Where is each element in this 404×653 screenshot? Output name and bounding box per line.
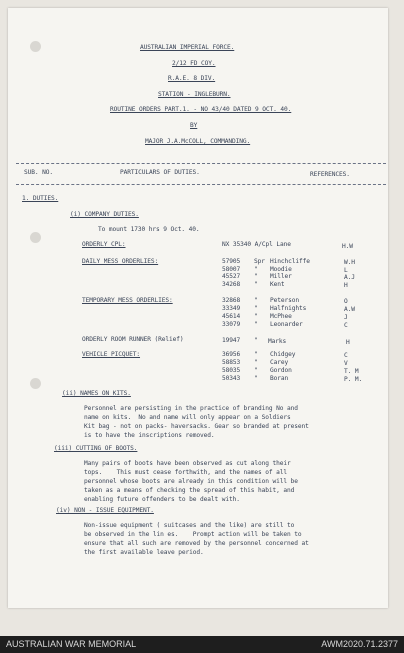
roster-number: 33079 [222,321,241,328]
roster-name: Leonarder [270,321,303,328]
station-title: STATION - INGLEBURN. [158,91,231,98]
company-duties-heading: (i) COMPANY DUTIES. [70,211,139,218]
roster-rank: " [254,367,258,374]
paragraph-line: Non-issue equipment ( suitcases and the like) are still to [84,522,295,529]
roster-initial: A.J [344,274,355,281]
orderly-room-init: H [346,339,350,346]
roster-initial: P. M. [344,376,363,383]
temp-mess-label: TEMPORARY MESS ORDERLIES: [82,297,173,304]
roster-rank: " [254,321,258,328]
roster-number: 58007 [222,265,241,273]
roster-name: Kent [270,280,285,288]
paragraph-line: the first available leave period. [84,549,204,556]
paragraph-line: Personnel are persisting in the practice of branding No and [84,405,298,412]
punch-hole [30,378,41,389]
div-title: R.A.E. 8 DIV. [168,75,216,82]
roster-initial: L [344,266,348,274]
footer-bar [0,636,404,653]
paragraph-line: Many pairs of boots have been observed as cut along their [84,460,291,467]
orders-title: ROUTINE ORDERS PART.1. - NO 43/40 DATED 9 OCT. 40. [110,106,292,113]
roster-name: McPhee [270,313,292,320]
orderly-cpl-initial: H.W [342,243,353,250]
paragraph-line: taken as a means of checking the spread of this habit, and [84,487,295,494]
roster-rank: " [254,375,258,382]
punch-hole [30,232,41,243]
mount-time: To mount 1730 hrs 9 Oct. 40. [98,226,200,233]
roster-number: 57905 [222,258,241,265]
roster-number: 58035 [222,367,241,374]
orderly-room-no: 19947 [222,337,241,344]
roster-initial: O [344,298,348,305]
col-references: REFERENCES. [310,171,350,178]
orderly-cpl-value: NX 35340 A/Cpl Lane [222,241,291,248]
paragraph-line: tops. This must cease forthwith, and the names of all [84,469,288,476]
col-sub-no: SUB. NO. [24,169,54,176]
roster-name: Carey [270,359,289,366]
non-issue-heading: (iv) NON - ISSUE EQUIPMENT. [56,507,154,514]
names-on-kits-heading: (ii) NAMES ON KITS. [62,390,131,397]
roster-rank: " [254,297,258,304]
section-duties: 1. DUTIES. [22,195,59,202]
col-particulars: PARTICULARS OF DUTIES. [120,169,200,176]
roster-initial: W.H [344,259,355,266]
roster-initial: H [344,281,348,289]
org-title: AUSTRALIAN IMPERIAL FORCE. [140,44,235,51]
punch-hole [30,41,41,52]
footer-credit: AUSTRALIAN WAR MEMORIAL [6,639,137,649]
roster-number: 45614 [222,313,241,320]
orderly-cpl-label: ORDERLY CPL: [82,241,126,248]
roster-initial: J [344,314,348,321]
roster-name: Chidgey [270,351,296,358]
roster-initial: A.W [344,306,355,313]
roster-number: 34268 [222,280,241,288]
roster-number: 33349 [222,305,241,312]
daily-mess-label: DAILY MESS ORDERLIES: [82,258,159,265]
paragraph-line: name on kits. No and name will only appear on a Soldiers [84,414,291,421]
roster-rank: " [254,280,258,288]
commanding-line: MAJOR J.A.McCOLL, COMMANDING. [145,138,251,145]
paragraph-line: ensure that all such are removed by the personnel concerned at [84,540,309,547]
roster-rank: " [254,359,258,366]
roster-rank: Spr [254,258,265,265]
paragraph-line: enabling future offenders to be dealt with. [84,496,240,503]
roster-number: 32868 [222,297,241,304]
roster-initial: C [344,322,348,329]
roster-rank: " [254,273,258,280]
footer-accession: AWM2020.71.2377 [321,639,398,649]
roster-name: Halfnights [270,305,307,312]
roster-name: Miller [270,273,292,280]
roster-number: 58853 [222,359,241,366]
roster-rank: " [254,313,258,320]
roster-number: 45527 [222,273,241,280]
document-page [8,8,388,608]
unit-title: 2/12 FD COY. [172,60,216,67]
roster-initial: V [344,360,348,367]
orderly-room-name: Marks [268,338,287,345]
paragraph-line: Kit bag - not on packs- haversacks. Gear so branded at present [84,423,309,430]
paragraph-line: be observed in the lin es. Prompt action will be taken to [84,531,302,538]
divider [16,184,386,185]
roster-name: Gordon [270,367,292,374]
roster-name: Boran [270,375,289,382]
roster-rank: " [254,351,258,358]
paragraph-line: is to have the inscriptions removed. [84,432,215,439]
paragraph-line: personnel whose boots are already in this condition will be [84,478,298,485]
vehicle-picquet-label: VEHICLE PICQUET: [82,351,141,358]
roster-rank: " [254,265,258,273]
roster-name: Moodie [270,265,292,273]
roster-name: Peterson [270,297,300,304]
by-label: BY [190,122,198,129]
roster-initial: C [344,352,348,359]
orderly-room-label: ORDERLY ROOM RUNNER (Relief) [82,336,184,343]
roster-name: Hinchcliffe [270,258,310,265]
roster-initial: T. M [344,368,359,375]
divider [16,163,386,164]
roster-number: 50343 [222,375,241,382]
roster-number: 36956 [222,351,241,358]
cutting-boots-heading: (iii) CUTTING OF BOOTS. [54,445,138,452]
orderly-room-rank: " [254,337,258,344]
roster-rank: " [254,305,258,312]
